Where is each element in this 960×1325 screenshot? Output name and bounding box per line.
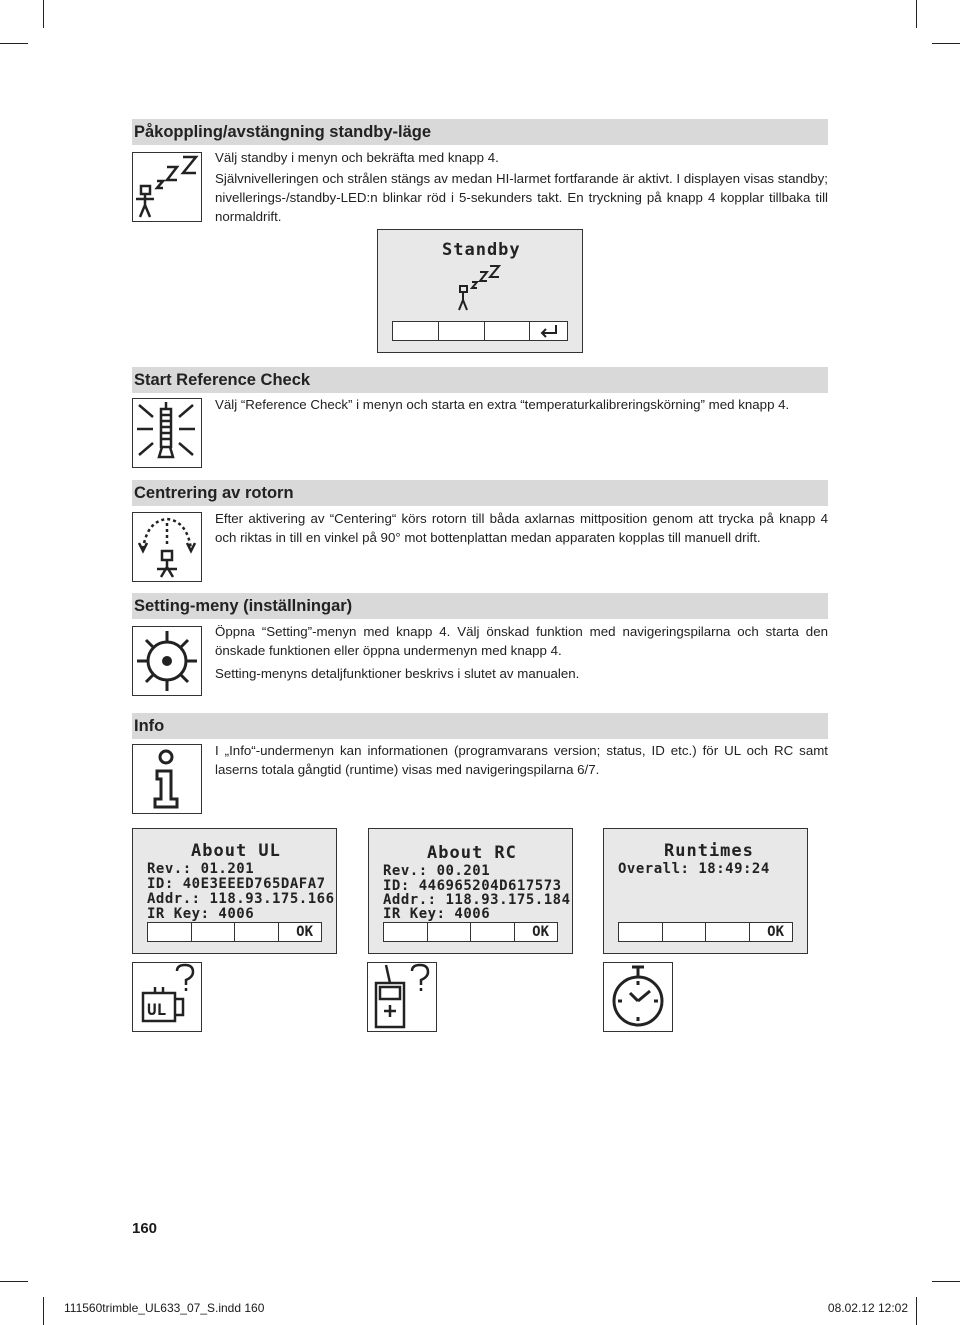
- section-heading-reference: [132, 367, 828, 393]
- display-line: Overall: 18:49:24: [618, 861, 770, 877]
- display-line: IR Key: 4006: [147, 906, 255, 922]
- standby-sleep-icon: [456, 264, 502, 312]
- softkey[interactable]: [706, 922, 750, 942]
- crop-mark: [43, 1297, 44, 1325]
- standby-display: [377, 229, 583, 353]
- setting-text: [215, 622, 828, 689]
- centering-text: [215, 509, 828, 553]
- heading-text: Setting-meny (inställningar): [134, 597, 353, 615]
- crop-mark: [916, 0, 917, 28]
- reference-check-icon: [132, 398, 202, 468]
- heading-text: Start Reference Check: [134, 371, 311, 389]
- paragraph: Efter aktivering av “Centering“ körs rotorn till båda axlarnas mittposition genom att trycka på knapp 4 och riktas in till en vinkel på 90° mot bottenplattan medan apparaten kopplas till manuell drift.: [215, 511, 828, 545]
- section-heading-standby: [132, 119, 828, 145]
- ok-softkey[interactable]: OK: [750, 922, 794, 942]
- display-line: Rev.: 01.201: [147, 861, 255, 877]
- paragraph: Välj standby i menyn och bekräfta med knapp 4.: [215, 150, 499, 165]
- softkey[interactable]: [192, 922, 236, 942]
- softkey[interactable]: [392, 321, 439, 341]
- section-heading-info: [132, 713, 828, 739]
- softkeys: [392, 321, 568, 341]
- paragraph: Setting-menyns detaljfunktioner beskrivs i slutet av manualen.: [215, 666, 580, 681]
- display-line: IR Key: 4006: [383, 906, 491, 922]
- display-line: Addr.: 118.93.175.166: [147, 891, 335, 907]
- standby-text: [215, 148, 828, 232]
- display-line: ID: 40E3EEED765DAFA7: [147, 876, 326, 892]
- section-heading-centering: [132, 480, 828, 506]
- softkey[interactable]: [235, 922, 279, 942]
- crop-mark: [0, 43, 28, 44]
- softkeys: [383, 922, 558, 942]
- about-rc-display: [368, 828, 573, 954]
- paragraph: Självnivelleringen och strålen stängs av medan HI-larmet fortfarande är aktivt. I displayen visas standby; nivellerings-/standby-LED:n blinkar röd i 5-sekunders takt. En tryckning på knapp 4 kopplar tillbaka till normaldrift.: [215, 171, 828, 224]
- enter-softkey[interactable]: [530, 321, 568, 341]
- crop-mark: [0, 1281, 28, 1282]
- display-line: Rev.: 00.201: [383, 863, 491, 879]
- heading-text: Centrering av rotorn: [134, 484, 294, 502]
- footer-date: 08.02.12 12:02: [827, 1301, 908, 1315]
- section-heading-setting: [132, 593, 828, 619]
- softkeys: [147, 922, 322, 942]
- display-title: About RC: [427, 843, 517, 863]
- enter-icon: [538, 323, 560, 339]
- ok-softkey[interactable]: OK: [279, 922, 323, 942]
- softkey[interactable]: [663, 922, 707, 942]
- centering-icon: [132, 512, 202, 582]
- runtimes-display: [603, 828, 808, 954]
- paragraph: Välj “Reference Check” i menyn och starta en extra “temperaturkalibreringskörning” med knapp 4.: [215, 397, 790, 412]
- crop-mark: [916, 1297, 917, 1325]
- softkey[interactable]: [471, 922, 515, 942]
- crop-mark: [932, 43, 960, 44]
- ok-softkey[interactable]: OK: [515, 922, 559, 942]
- reference-text: [215, 395, 828, 420]
- info-icon: [132, 744, 202, 814]
- softkeys: [618, 922, 793, 942]
- standby-icon: [132, 152, 202, 222]
- crop-mark: [932, 1281, 960, 1282]
- laser-ul-question-icon: [132, 962, 202, 1032]
- footer-file: 111560trimble_UL633_07_S.indd 160: [64, 1301, 265, 1315]
- display-title: About UL: [191, 841, 281, 861]
- softkey[interactable]: [439, 321, 485, 341]
- page-number: 160: [132, 1220, 158, 1237]
- softkey[interactable]: [383, 922, 428, 942]
- softkey[interactable]: [618, 922, 663, 942]
- heading-text: Påkoppling/avstängning standby-läge: [134, 123, 432, 141]
- info-text: [215, 741, 828, 785]
- stopwatch-icon: [603, 962, 673, 1032]
- svg-text:UL: UL: [147, 1000, 167, 1019]
- display-title: Standby: [442, 240, 521, 260]
- paragraph: I „Info“-undermenyn kan informationen (programvarans version; status, ID etc.) för UL och RC samt laserns totala gångtid (runtime) visas med navigeringspilarna 6/7.: [215, 743, 828, 777]
- display-title: Runtimes: [664, 841, 754, 861]
- gear-icon: [132, 626, 202, 696]
- paragraph: Öppna “Setting”-menyn med knapp 4. Välj önskad funktion med navigeringspilarna och starta den önskade funktionen eller öppna undermenyn med knapp 4.: [215, 624, 828, 658]
- remote-control-question-icon: [367, 962, 437, 1032]
- softkey[interactable]: [485, 321, 531, 341]
- crop-mark: [43, 0, 44, 28]
- softkey[interactable]: [147, 922, 192, 942]
- about-ul-display: [132, 828, 337, 954]
- display-line: Addr.: 118.93.175.184: [383, 892, 571, 908]
- heading-text: Info: [134, 717, 165, 735]
- softkey[interactable]: [428, 922, 472, 942]
- display-line: ID: 446965204D617573: [383, 878, 562, 894]
